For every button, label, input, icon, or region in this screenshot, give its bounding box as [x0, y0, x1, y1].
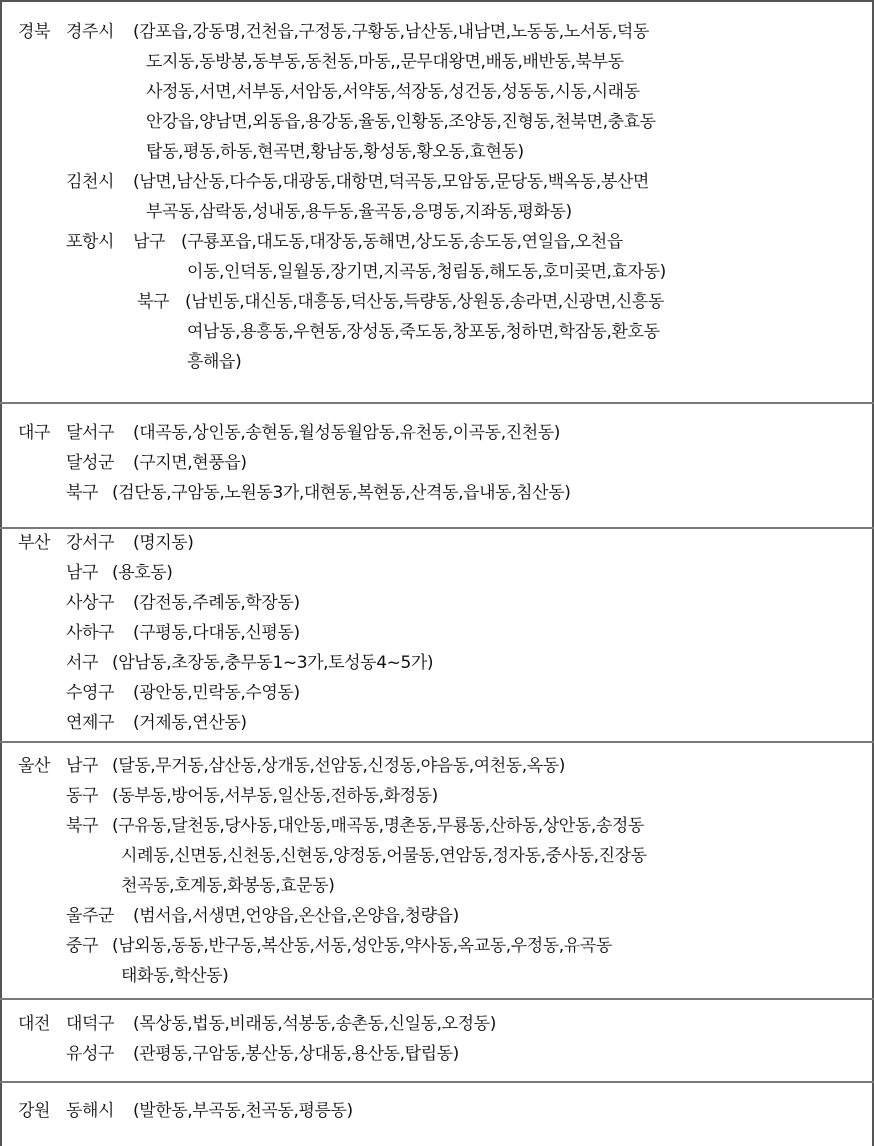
region-label: 대구	[18, 423, 51, 443]
address-line: (감전동,주례동,학장동)	[133, 593, 300, 613]
address-line: 태화동,학산동)	[121, 966, 229, 986]
region-label: 부산	[18, 533, 51, 553]
district-label: 북구	[137, 292, 170, 312]
region-label: 강원	[18, 1101, 51, 1121]
city-label: 서구	[66, 653, 99, 673]
region-label: 대전	[18, 1014, 51, 1034]
address-line: 사정동,서면,서부동,서암동,서약동,석장동,성건동,성동동,시동,시래동	[146, 82, 640, 102]
city-label: 중구	[66, 936, 99, 956]
region-label: 울산	[18, 756, 51, 776]
city-label: 남구	[66, 563, 99, 583]
city-label: 경주시	[66, 22, 115, 42]
address-line: (검단동,구암동,노원동3가,대현동,복현동,산격동,읍내동,침산동)	[112, 483, 571, 503]
address-line: (구평동,다대동,신평동)	[133, 623, 300, 643]
address-line: 부곡동,삼락동,성내동,용두동,율곡동,응명동,지좌동,평화동)	[146, 202, 572, 222]
city-label: 달성군	[66, 453, 115, 473]
city-label: 포항시	[66, 232, 115, 252]
city-label: 강서구	[66, 533, 115, 553]
city-label: 유성구	[66, 1044, 115, 1064]
address-line: (구룡포읍,대도동,대장동,동해면,상도동,송도동,연일읍,오천읍	[181, 232, 623, 252]
city-label: 수영구	[66, 683, 115, 703]
address-line: (명지동)	[133, 533, 194, 553]
city-label: 동해시	[66, 1101, 115, 1121]
city-label: 김천시	[66, 172, 115, 192]
address-line: 시례동,신면동,신천동,신현동,양정동,어물동,연암동,정자동,중사동,진장동	[121, 846, 647, 866]
region-label: 경북	[18, 22, 51, 42]
city-label: 달서구	[66, 423, 115, 443]
address-line: (남면,남산동,다수동,대광동,대항면,덕곡동,모암동,문당동,백옥동,봉산면	[133, 172, 649, 192]
city-label: 북구	[66, 483, 99, 503]
city-label: 남구	[66, 756, 99, 776]
address-line: (감포읍,강동명,건천읍,구정동,구황동,남산동,내남면,노동동,노서동,덕동	[133, 22, 649, 42]
section-divider	[0, 998, 874, 1000]
address-line: (거제동,연산동)	[133, 713, 247, 733]
city-label: 사상구	[66, 593, 115, 613]
address-line: (달동,무거동,삼산동,상개동,선암동,신정동,야음동,여천동,옥동)	[112, 756, 566, 776]
address-line: (암남동,초장동,충무동1~3가,토성동4~5가)	[112, 653, 434, 673]
address-line: (구지면,현풍읍)	[133, 453, 247, 473]
address-line: 도지동,동방봉,동부동,동천동,마동,,문무대왕면,배동,배반동,북부동	[146, 52, 624, 72]
address-line: 흥해읍)	[187, 352, 242, 372]
city-label: 연제구	[66, 713, 115, 733]
section-divider	[0, 741, 874, 743]
address-line: (용호동)	[112, 563, 173, 583]
address-line: (남외동,동동,반구동,복산동,서동,성안동,약사동,옥교동,우정동,유곡동	[112, 936, 612, 956]
city-label: 울주군	[66, 906, 115, 926]
address-line: 안강읍,양남면,외동읍,용강동,율동,인황동,조양동,진형동,천북면,충효동	[146, 112, 656, 132]
address-line: (관평동,구암동,봉산동,상대동,용산동,탑립동)	[133, 1044, 459, 1064]
section-divider	[0, 527, 874, 529]
address-line: (발한동,부곡동,천곡동,평릉동)	[133, 1101, 353, 1121]
section-divider	[0, 1081, 874, 1083]
city-label: 사하구	[66, 623, 115, 643]
section-divider	[0, 402, 874, 404]
address-line: (광안동,민락동,수영동)	[133, 683, 300, 703]
address-line: 여남동,용흥동,우현동,장성동,죽도동,창포동,청하면,학잠동,환호동	[187, 322, 660, 342]
city-label: 대덕구	[66, 1014, 115, 1034]
city-label: 동구	[66, 786, 99, 806]
address-line: 이동,인덕동,일월동,장기면,지곡동,청림동,해도동,호미곶면,효자동)	[187, 262, 666, 282]
address-line: (구유동,달천동,당사동,대안동,매곡동,명촌동,무룡동,산하동,상안동,송정동	[112, 816, 644, 836]
address-line: (범서읍,서생면,언양읍,온산읍,온양읍,청량읍)	[133, 906, 459, 926]
district-label: 남구	[133, 232, 166, 252]
city-label: 북구	[66, 816, 99, 836]
address-line: 탑동,평동,하동,현곡면,황남동,황성동,황오동,효현동)	[146, 142, 524, 162]
address-line: (남빈동,대신동,대흥동,덕산동,득량동,상원동,송라면,신광면,신흥동	[185, 292, 664, 312]
address-line: 천곡동,호계동,화봉동,효문동)	[121, 876, 335, 896]
address-line: (대곡동,상인동,송현동,월성동월암동,유천동,이곡동,진천동)	[133, 423, 561, 443]
address-line: (동부동,방어동,서부동,일산동,전하동,화정동)	[112, 786, 438, 806]
address-line: (목상동,법동,비래동,석봉동,송촌동,신일동,오정동)	[133, 1014, 496, 1034]
